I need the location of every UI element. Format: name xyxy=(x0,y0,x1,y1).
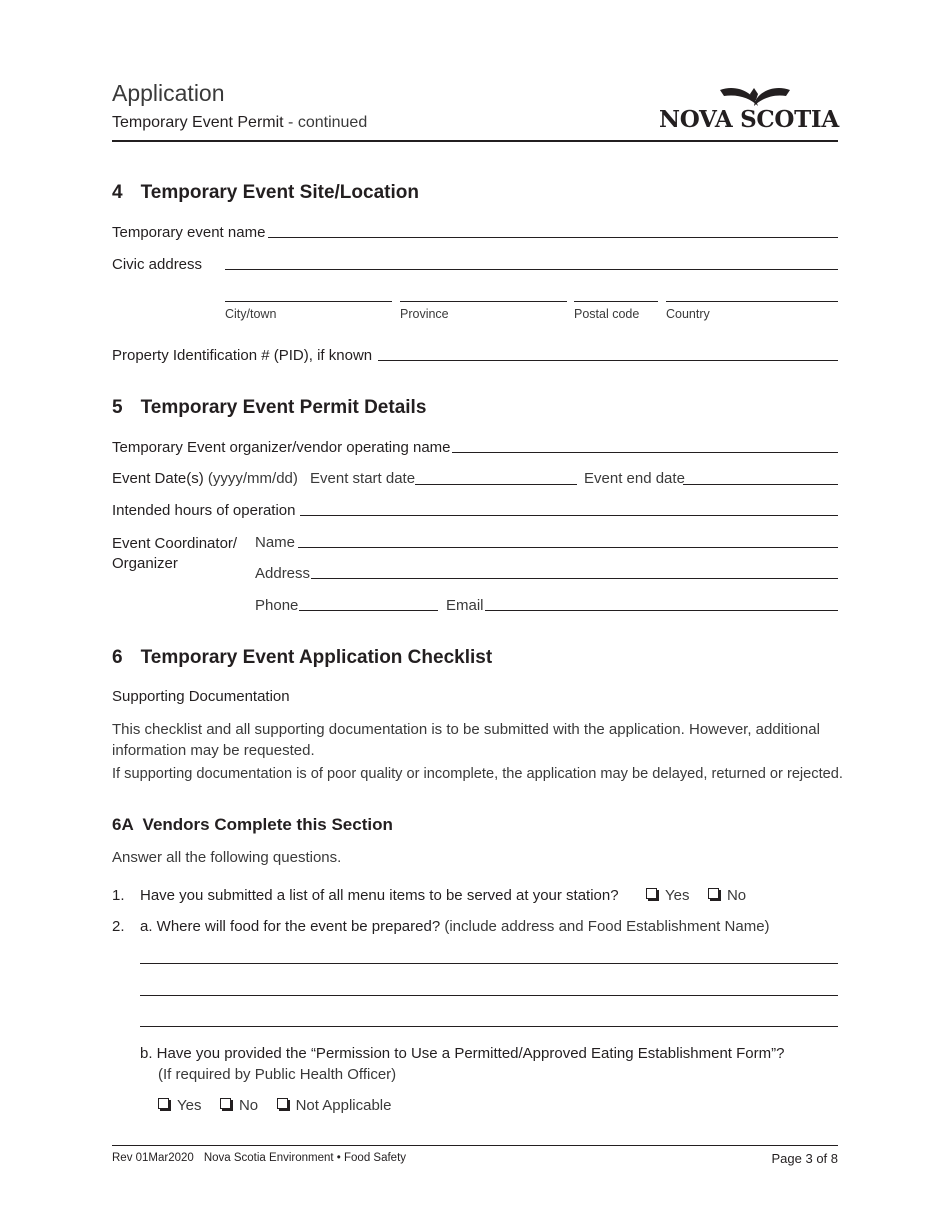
section-5-number: 5 xyxy=(112,397,123,418)
q2a-answer-line-2[interactable] xyxy=(140,995,838,996)
section-4-heading xyxy=(112,182,419,204)
section-4-number: 4 xyxy=(112,182,123,203)
event-start-field[interactable] xyxy=(415,484,577,485)
q2b-no-option[interactable] xyxy=(220,1097,258,1114)
coordinator-phone-field[interactable] xyxy=(299,610,438,611)
section-6-title: Temporary Event Application Checklist xyxy=(140,647,493,668)
country-label: Country xyxy=(666,307,710,321)
question-2b-options xyxy=(158,1097,405,1115)
event-dates-title: Event Date(s) xyxy=(112,470,204,487)
event-dates-label xyxy=(112,470,298,487)
supporting-docs-heading: Supporting Documentation xyxy=(112,688,290,705)
section-4-title: Temporary Event Site/Location xyxy=(140,182,419,203)
coordinator-address-label: Address xyxy=(255,565,311,582)
coordinator-label-line2: Organizer xyxy=(112,555,178,572)
nova-scotia-logo xyxy=(658,84,840,134)
section-5-title: Temporary Event Permit Details xyxy=(140,397,427,418)
q1-yes-option[interactable] xyxy=(646,887,689,904)
event-start-label: Event start date xyxy=(310,470,416,487)
coordinator-phone-label: Phone xyxy=(255,597,299,614)
question-2b-text: b. Have you provided the “Permission to Use a Permitted/Approved Eating Establishment Form”? xyxy=(140,1045,785,1062)
coordinator-email-field[interactable] xyxy=(485,610,838,611)
footer-rule xyxy=(112,1145,838,1146)
country-field[interactable] xyxy=(666,301,838,302)
q2b-na-label: Not Applicable xyxy=(295,1097,392,1114)
event-dates-format: (yyyy/mm/dd) xyxy=(207,470,298,487)
q2a-answer-line-3[interactable] xyxy=(140,1026,838,1027)
organizer-name-label: Temporary Event organizer/vendor operating name xyxy=(112,439,451,456)
page-subtitle xyxy=(112,114,367,132)
q2b-no-checkbox[interactable] xyxy=(220,1098,231,1109)
q2b-no-label: No xyxy=(238,1097,259,1114)
pid-field[interactable] xyxy=(378,360,838,361)
postal-code-label: Postal code xyxy=(574,307,640,321)
coordinator-label-line1: Event Coordinator/ xyxy=(112,535,238,552)
hours-field[interactable] xyxy=(300,515,838,516)
city-label: City/town xyxy=(225,307,277,321)
question-1-options xyxy=(646,887,760,905)
page-title: Application xyxy=(112,80,225,106)
checklist-paragraph-2: If supporting documentation is of poor quality or incomplete, the application may be delayed, returned or rejected. xyxy=(112,766,843,782)
q2b-yes-checkbox[interactable] xyxy=(158,1098,169,1109)
subtitle-main: Temporary Event Permit xyxy=(112,114,284,131)
footer-left xyxy=(112,1152,406,1164)
page-number: Page 3 of 8 xyxy=(771,1151,838,1166)
question-1-text: Have you submitted a list of all menu items to be served at your station? xyxy=(140,887,619,904)
coordinator-email-label: Email xyxy=(446,597,484,614)
q1-no-label: No xyxy=(726,887,747,904)
section-5-heading xyxy=(112,397,426,419)
postal-code-field[interactable] xyxy=(574,301,658,302)
hours-label: Intended hours of operation xyxy=(112,502,296,519)
section-6a-heading: 6A Vendors Complete this Section xyxy=(112,815,393,834)
event-end-label: Event end date xyxy=(584,470,685,487)
civic-address-label: Civic address xyxy=(112,256,203,273)
coordinator-label xyxy=(112,534,237,574)
coordinator-name-field[interactable] xyxy=(298,547,838,548)
question-2a-text: a. Where will food for the event be prepared? xyxy=(140,918,441,935)
question-1-number: 1. xyxy=(112,887,125,904)
event-name-field[interactable] xyxy=(268,237,838,238)
footer-revision: Rev 01Mar2020 xyxy=(112,1152,194,1164)
province-field[interactable] xyxy=(400,301,567,302)
q1-no-option[interactable] xyxy=(708,887,746,904)
q2b-na-option[interactable] xyxy=(277,1097,392,1114)
organizer-name-field[interactable] xyxy=(452,452,838,453)
logo-text: NOVA SCOTIA xyxy=(659,106,839,133)
q2b-yes-label: Yes xyxy=(177,1097,202,1114)
coordinator-address-field[interactable] xyxy=(311,578,838,579)
q1-no-checkbox[interactable] xyxy=(708,888,719,899)
q2a-answer-line-1[interactable] xyxy=(140,963,838,964)
pid-label: Property Identification # (PID), if known xyxy=(112,347,373,364)
header-rule xyxy=(112,140,838,142)
section-6-number: 6 xyxy=(112,647,123,668)
q1-yes-checkbox[interactable] xyxy=(646,888,657,899)
question-2b-note: (If required by Public Health Officer) xyxy=(158,1066,397,1083)
province-label: Province xyxy=(400,307,449,321)
section-6-heading xyxy=(112,647,492,669)
question-2-number: 2. xyxy=(112,918,125,935)
section-6a-intro: Answer all the following questions. xyxy=(112,849,342,866)
question-2a xyxy=(140,918,770,935)
q2b-na-checkbox[interactable] xyxy=(277,1098,288,1109)
footer-department: Nova Scotia Environment • Food Safety xyxy=(203,1152,407,1164)
subtitle-suffix: - continued xyxy=(283,114,368,131)
q2b-yes-option[interactable] xyxy=(158,1097,201,1114)
civic-address-field[interactable] xyxy=(225,269,838,270)
question-2a-note: (include address and Food Establishment Name) xyxy=(444,918,770,935)
event-end-field[interactable] xyxy=(683,484,838,485)
coordinator-name-label: Name xyxy=(255,534,296,551)
city-field[interactable] xyxy=(225,301,392,302)
checklist-paragraph-1: This checklist and all supporting documentation is to be submitted with the application. However, additional information may be requested. xyxy=(112,721,820,759)
event-name-label: Temporary event name xyxy=(112,224,266,241)
q1-yes-label: Yes xyxy=(665,887,690,904)
